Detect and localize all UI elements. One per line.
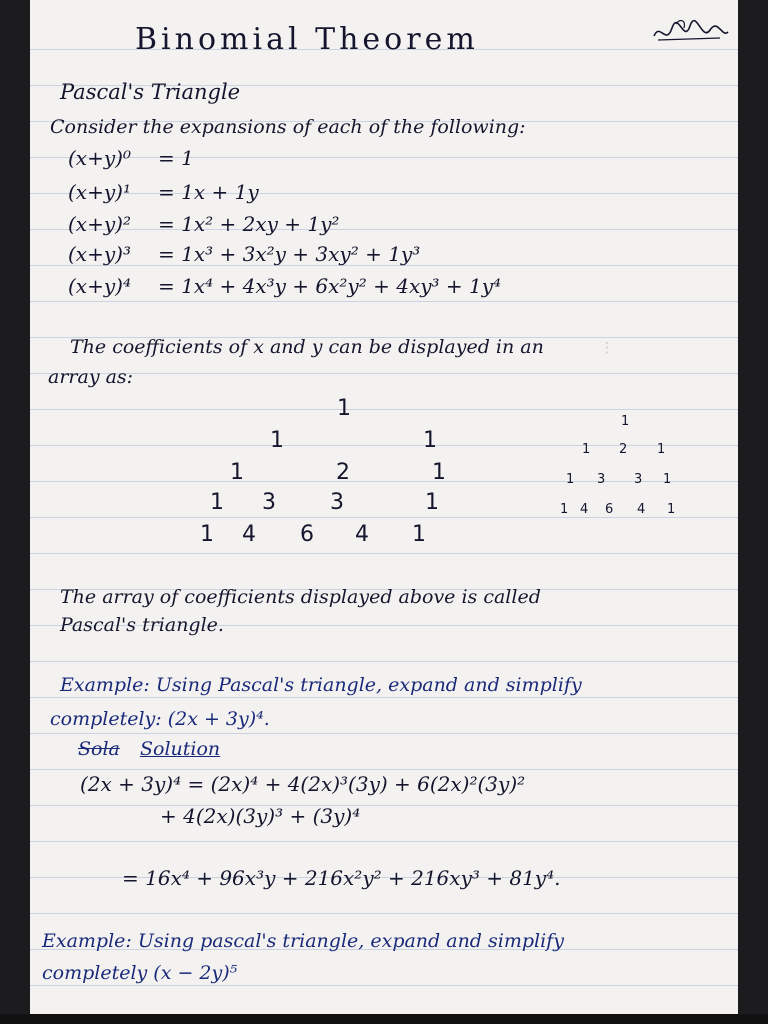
- side-triangle-entry: 3: [597, 472, 606, 487]
- triangle-entry: 4: [355, 522, 369, 547]
- side-triangle-entry: 4: [637, 502, 646, 517]
- triangle-entry: 1: [200, 522, 214, 547]
- expansion-lhs: (x+y)⁴: [68, 274, 131, 298]
- expansion-lhs: (x+y)³: [68, 242, 131, 266]
- expansion-lhs: (x+y)²: [68, 212, 131, 236]
- example-prompt: Example: Using Pascal's triangle, expand and simplify: [60, 674, 582, 696]
- expansion-rhs: = 1x⁴ + 4x³y + 6x²y² + 4xy³ + 1y⁴: [158, 274, 502, 298]
- expansion-rhs: = 1x + 1y: [158, 180, 259, 204]
- triangle-entry: 1: [412, 522, 426, 547]
- triangle-entry: 3: [262, 490, 276, 515]
- intro-text: Consider the expansions of each of the following:: [50, 116, 526, 138]
- side-triangle-entry: 6: [605, 502, 614, 517]
- side-triangle-entry: 1: [657, 442, 666, 457]
- definition-text-cont: Pascal's triangle.: [60, 614, 224, 636]
- triangle-entry: 1: [425, 490, 439, 515]
- expansion-lhs: (x+y)⁰: [68, 146, 131, 170]
- triangle-entry: 1: [432, 460, 446, 485]
- triangle-entry: 1: [230, 460, 244, 485]
- triangle-entry: 3: [330, 490, 344, 515]
- expansion-rhs: = 1: [158, 146, 194, 170]
- section-heading: Pascal's Triangle: [60, 80, 241, 104]
- side-triangle-entry: 1: [560, 502, 569, 517]
- triangle-entry: 1: [270, 428, 284, 453]
- expansion-lhs: (x+y)¹: [68, 180, 131, 204]
- solution-line: (2x + 3y)⁴ = (2x)⁴ + 4(2x)³(3y) + 6(2x)²(3y)²: [80, 772, 526, 796]
- side-triangle-entry: 3: [634, 472, 643, 487]
- signature: [650, 16, 730, 52]
- page-title: Binomial Theorem: [135, 22, 479, 57]
- coefficients-text: The coefficients of x and y can be displayed in an: [70, 336, 544, 358]
- bleed-through-mark: ⋮: [600, 340, 614, 356]
- coefficients-text-cont: array as:: [48, 366, 134, 388]
- example-prompt-cont: completely (x − 2y)⁵: [42, 962, 238, 984]
- triangle-entry: 4: [242, 522, 256, 547]
- side-triangle-entry: 4: [580, 502, 589, 517]
- example-prompt: Example: Using pascal's triangle, expand and simplify: [42, 930, 564, 952]
- side-triangle-entry: 1: [566, 472, 575, 487]
- side-triangle-entry: 1: [582, 442, 591, 457]
- expansion-rhs: = 1x² + 2xy + 1y²: [158, 212, 340, 236]
- example-prompt-cont: completely: (2x + 3y)⁴.: [50, 708, 270, 730]
- triangle-entry: 6: [300, 522, 314, 547]
- triangle-entry: 1: [210, 490, 224, 515]
- side-triangle-entry: 2: [619, 442, 628, 457]
- solution-line: + 4(2x)(3y)³ + (3y)⁴: [160, 804, 361, 828]
- solution-result: = 16x⁴ + 96x³y + 216x²y² + 216xy³ + 81y⁴.: [122, 866, 561, 890]
- triangle-entry: 1: [423, 428, 437, 453]
- notebook-page: [30, 0, 738, 1024]
- page-bottom-edge: [0, 1014, 768, 1024]
- side-triangle-entry: 1: [621, 414, 630, 429]
- side-triangle-entry: 1: [667, 502, 676, 517]
- solution-label: Solution: [140, 738, 221, 760]
- triangle-entry: 2: [336, 460, 350, 485]
- crossed-out-word: Sola: [78, 738, 120, 760]
- expansion-rhs: = 1x³ + 3x²y + 3xy² + 1y³: [158, 242, 421, 266]
- definition-text: The array of coefficients displayed above is called: [60, 586, 541, 608]
- triangle-entry: 1: [337, 396, 351, 421]
- side-triangle-entry: 1: [663, 472, 672, 487]
